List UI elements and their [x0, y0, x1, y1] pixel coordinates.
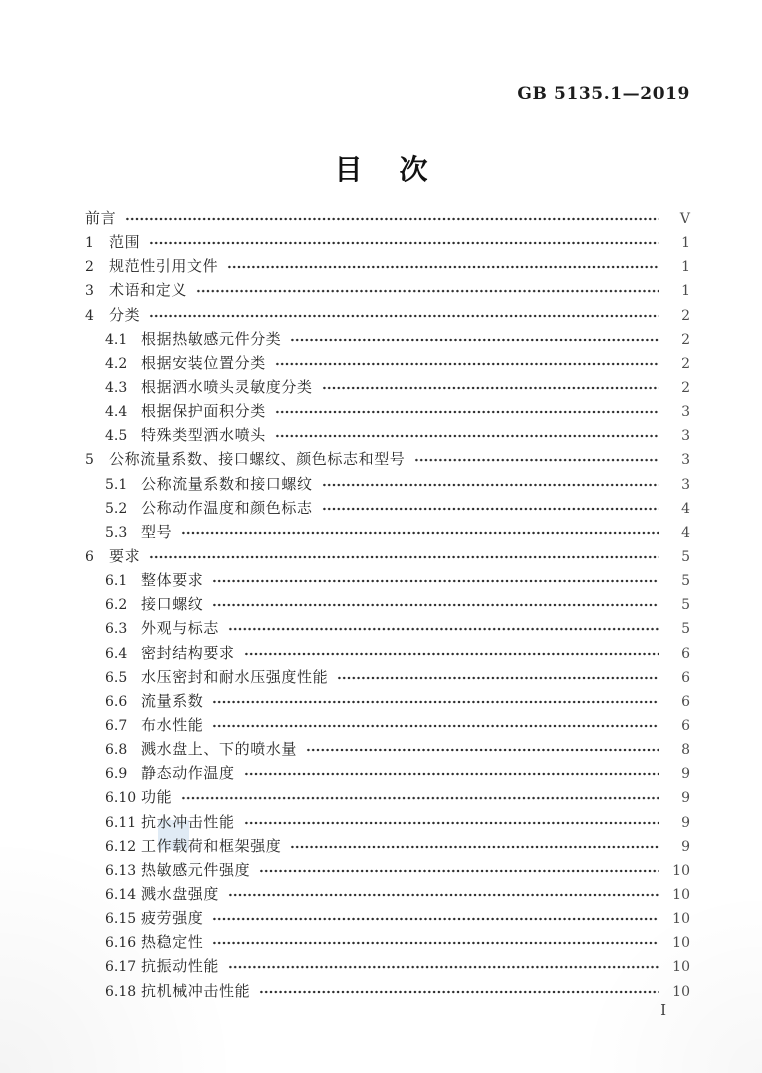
- toc-entry-page: 10: [672, 911, 690, 928]
- toc-entry-page: 3: [681, 452, 690, 469]
- dot-leader: [212, 907, 659, 931]
- toc-entry-number: 1: [85, 235, 94, 252]
- toc-entry-page: 5: [681, 573, 690, 590]
- dot-leader: [322, 473, 659, 497]
- dot-leader: [212, 569, 659, 593]
- toc-entry-page: 1: [681, 235, 690, 252]
- toc-entry-number: 6.7: [105, 717, 128, 734]
- toc-entry: [85, 304, 690, 328]
- toc-entry: [85, 859, 690, 883]
- toc-entry-label: 疲劳强度: [141, 911, 204, 928]
- toc-entry-page: V: [679, 211, 690, 227]
- toc-entry-page: 1: [681, 283, 690, 300]
- toc-entry: [85, 955, 690, 979]
- dot-leader: [212, 690, 659, 714]
- dot-leader: [149, 304, 659, 328]
- toc-entry: [85, 231, 690, 255]
- toc-entry-page: 4: [681, 500, 690, 517]
- toc-entry-label: 流量系数: [141, 693, 204, 710]
- toc-entry-number: 6.15: [105, 911, 137, 928]
- dot-leader: [212, 714, 659, 738]
- dot-leader: [244, 762, 659, 786]
- toc-entry: [85, 521, 690, 545]
- toc-entry-page: 10: [672, 935, 690, 952]
- dot-leader: [149, 545, 659, 569]
- dot-leader: [212, 931, 659, 955]
- toc-entry: [85, 448, 690, 472]
- dot-leader: [275, 400, 659, 424]
- toc-entry-label: 特殊类型洒水喷头: [141, 428, 266, 445]
- toc-entry-page: 9: [681, 814, 690, 831]
- toc-entry-number: 6.18: [105, 983, 137, 1000]
- toc-entry-page: 6: [681, 717, 690, 734]
- toc-entry-page: 6: [681, 693, 690, 710]
- toc-entry: [85, 569, 690, 593]
- toc-entry-number: 6.1: [105, 573, 128, 590]
- toc-entry-number: 5.1: [105, 476, 128, 493]
- page-title: [0, 148, 762, 188]
- toc-entry-number: 4.3: [105, 379, 128, 396]
- toc-entry-label: 热敏感元件强度: [141, 862, 251, 879]
- toc-entry-page: 5: [681, 548, 690, 565]
- toc-entry-label: 范围: [109, 235, 141, 252]
- toc-entry-label: 公称动作温度和颜色标志: [141, 500, 313, 517]
- toc-entry: [85, 497, 690, 521]
- toc-entry-label: 公称流量系数和接口螺纹: [141, 476, 313, 493]
- toc-entry-number: 6.4: [105, 645, 128, 662]
- toc-entry-label: 根据洒水喷头灵敏度分类: [141, 379, 313, 396]
- toc-entry-number: 2: [85, 259, 94, 276]
- toc-entry: [85, 545, 690, 569]
- toc-entry-number: 4: [85, 307, 94, 324]
- toc-entry-label: 工作载荷和框架强度: [141, 838, 282, 855]
- dot-leader: [322, 376, 659, 400]
- toc-entry-label: 溅水盘强度: [141, 886, 220, 903]
- toc-entry-label: 整体要求: [141, 573, 204, 590]
- toc-entry-label: 静态动作温度: [141, 766, 235, 783]
- toc-entry: [85, 738, 690, 762]
- toc-entry-label: 型号: [141, 524, 173, 541]
- toc-entry-number: 3: [85, 283, 94, 300]
- toc-entry-label: 热稳定性: [141, 935, 204, 952]
- toc-entry: [85, 811, 690, 835]
- toc-entry-page: 3: [681, 404, 690, 421]
- toc-entry-label: 布水性能: [141, 717, 204, 734]
- toc-entry: [85, 762, 690, 786]
- toc-entry: [85, 400, 690, 424]
- toc-entry: [85, 835, 690, 859]
- toc-list: [85, 207, 690, 1004]
- toc-entry: [85, 279, 690, 303]
- toc-entry-number: 6.13: [105, 862, 137, 879]
- dot-leader: [196, 279, 659, 303]
- toc-entry-label: 抗振动性能: [141, 959, 220, 976]
- toc-entry-page: 9: [681, 790, 690, 807]
- toc-entry-label: 前言: [85, 211, 117, 227]
- dot-leader: [228, 955, 659, 979]
- toc-entry-number: 6.17: [105, 959, 137, 976]
- toc-entry-number: 6.3: [105, 621, 128, 638]
- toc-entry-label: 功能: [141, 790, 173, 807]
- toc-entry-page: 6: [681, 669, 690, 686]
- standard-number: GB 5135.1—2019: [517, 84, 690, 104]
- toc-entry-number: 6.8: [105, 742, 128, 759]
- toc-entry-label: 要求: [109, 548, 141, 565]
- toc-entry-label: 溅水盘上、下的喷水量: [141, 742, 298, 759]
- toc-entry-number: 6.5: [105, 669, 128, 686]
- toc-entry-page: 3: [681, 428, 690, 445]
- toc-entry-page: 1: [681, 259, 690, 276]
- dot-leader: [337, 666, 659, 690]
- toc-entry-label: 分类: [109, 307, 141, 324]
- dot-leader: [290, 328, 659, 352]
- toc-entry-number: 6.2: [105, 597, 128, 614]
- toc-entry-label: 水压密封和耐水压强度性能: [141, 669, 329, 686]
- toc-entry: [85, 352, 690, 376]
- dot-leader: [259, 859, 659, 883]
- toc-entry-number: 5.2: [105, 500, 128, 517]
- dot-leader: [212, 593, 659, 617]
- toc-entry-number: 6.16: [105, 935, 137, 952]
- toc-entry: [85, 907, 690, 931]
- toc-entry: [85, 690, 690, 714]
- toc-entry: [85, 328, 690, 352]
- toc-entry: [85, 376, 690, 400]
- page-title-char-right: 次: [399, 155, 428, 186]
- toc-entry-number: 4.4: [105, 404, 128, 421]
- toc-entry-number: 6.12: [105, 838, 137, 855]
- dot-leader: [181, 521, 659, 545]
- toc-entry: [85, 593, 690, 617]
- toc-entry-label: 接口螺纹: [141, 597, 204, 614]
- toc-entry: [85, 666, 690, 690]
- toc-entry-page: 4: [681, 524, 690, 541]
- toc-entry: [85, 424, 690, 448]
- toc-entry-number: 6.6: [105, 693, 128, 710]
- dot-leader: [228, 617, 659, 641]
- toc-entry: [85, 642, 690, 666]
- toc-entry-number: 6.14: [105, 886, 137, 903]
- dot-leader: [149, 231, 659, 255]
- toc-entry-label: 根据安装位置分类: [141, 355, 266, 372]
- dot-leader: [244, 811, 659, 835]
- dot-leader: [275, 352, 659, 376]
- dot-leader: [275, 424, 659, 448]
- toc-entry-page: 2: [681, 355, 690, 372]
- toc-entry: [85, 714, 690, 738]
- toc-entry-page: 8: [681, 742, 690, 759]
- toc-entry: [85, 883, 690, 907]
- footer-page-number: I: [660, 1001, 666, 1019]
- dot-leader: [244, 642, 659, 666]
- toc-entry-page: 2: [681, 331, 690, 348]
- toc-entry-label: 术语和定义: [109, 283, 188, 300]
- toc-entry-number: 4.2: [105, 355, 128, 372]
- toc-entry-page: 10: [672, 862, 690, 879]
- toc-entry-number: 4.1: [105, 331, 128, 348]
- dot-leader: [290, 835, 659, 859]
- toc-entry-label: 抗机械冲击性能: [141, 983, 251, 1000]
- toc-entry-label: 抗水冲击性能: [141, 814, 235, 831]
- toc-entry-label: 公称流量系数、接口螺纹、颜色标志和型号: [109, 452, 406, 469]
- toc-entry-number: 6: [85, 548, 94, 565]
- dot-leader: [306, 738, 659, 762]
- toc-entry-label: 规范性引用文件: [109, 259, 219, 276]
- toc-entry: [85, 473, 690, 497]
- toc-entry-page: 9: [681, 838, 690, 855]
- toc-entry-page: 10: [672, 983, 690, 1000]
- toc-entry-page: 9: [681, 766, 690, 783]
- page-title-char-left: 目: [334, 155, 363, 186]
- toc-entry: [85, 980, 690, 1004]
- toc-entry: [85, 207, 690, 231]
- toc-entry-page: 10: [672, 959, 690, 976]
- toc-entry-page: 5: [681, 621, 690, 638]
- toc-entry: [85, 255, 690, 279]
- dot-leader: [125, 207, 659, 231]
- toc-entry-label: 外观与标志: [141, 621, 220, 638]
- dot-leader: [181, 786, 659, 810]
- toc-entry: [85, 931, 690, 955]
- dot-leader: [227, 255, 659, 279]
- toc-entry-number: 6.9: [105, 766, 128, 783]
- toc-entry-page: 3: [681, 476, 690, 493]
- toc-entry-number: 5: [85, 452, 94, 469]
- toc-entry-page: 2: [681, 379, 690, 396]
- toc-entry-number: 6.11: [105, 814, 137, 831]
- toc-entry: [85, 617, 690, 641]
- toc-entry-page: 10: [672, 886, 690, 903]
- dot-leader: [322, 497, 659, 521]
- toc-entry-number: 5.3: [105, 524, 128, 541]
- dot-leader: [259, 980, 659, 1004]
- toc-entry-number: 4.5: [105, 428, 128, 445]
- toc-entry: [85, 786, 690, 810]
- dot-leader: [228, 883, 659, 907]
- toc-entry-page: 6: [681, 645, 690, 662]
- toc-entry-label: 根据保护面积分类: [141, 404, 266, 421]
- toc-entry-label: 密封结构要求: [141, 645, 235, 662]
- toc-entry-label: 根据热敏感元件分类: [141, 331, 282, 348]
- toc-entry-page: 5: [681, 597, 690, 614]
- dot-leader: [414, 448, 659, 472]
- toc-entry-page: 2: [681, 307, 690, 324]
- toc-entry-number: 6.10: [105, 790, 137, 807]
